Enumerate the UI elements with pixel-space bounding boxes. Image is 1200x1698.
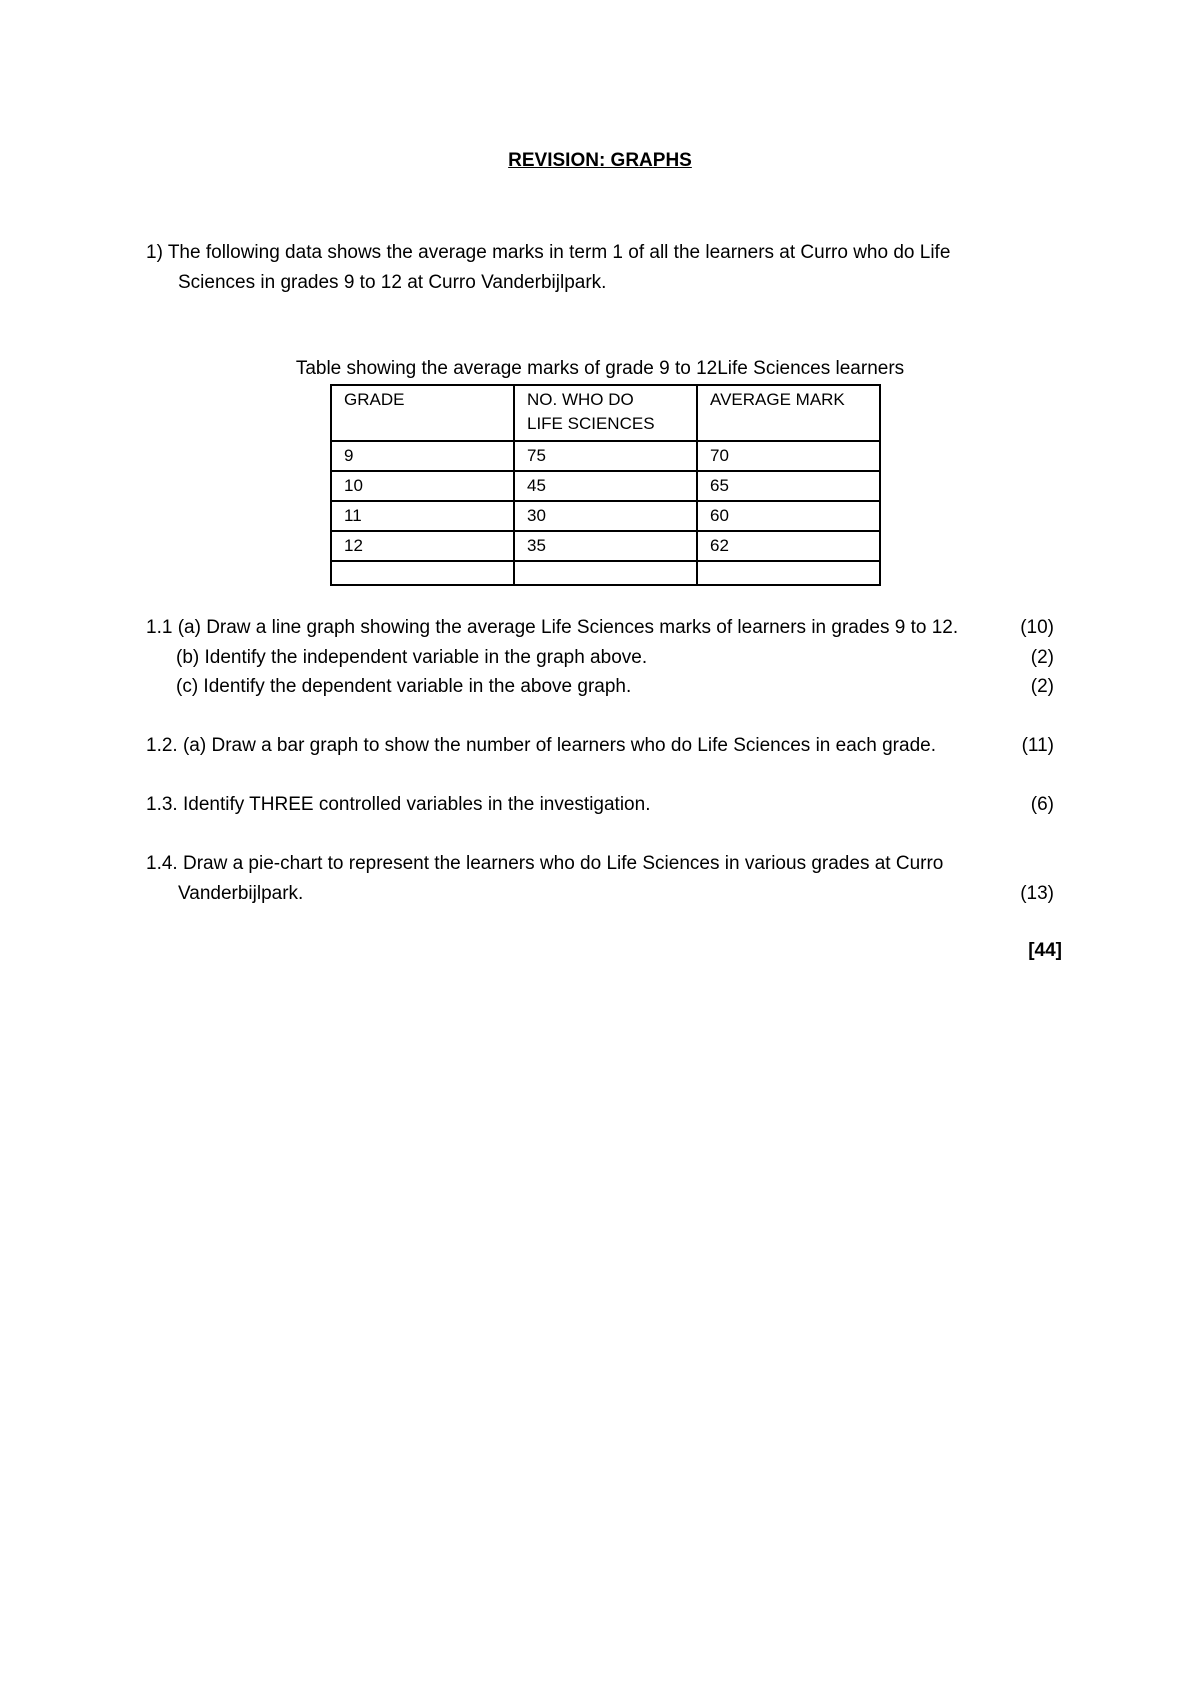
table-cell: 9 — [331, 441, 514, 471]
table-row — [331, 501, 880, 531]
table-header-row — [331, 385, 880, 441]
question-1-1-b-marks: (2) — [1030, 647, 1054, 668]
table-header-cell: GRADE — [331, 385, 514, 441]
table-cell: 11 — [331, 501, 514, 531]
table-cell: 60 — [697, 501, 880, 531]
data-table — [330, 384, 881, 586]
table-row — [331, 561, 880, 585]
table-cell — [697, 561, 880, 585]
table-cell: 75 — [514, 441, 697, 471]
table-header-cell: AVERAGE MARK — [697, 385, 880, 441]
table-cell: 70 — [697, 441, 880, 471]
question-1-line-2: Sciences in grades 9 to 12 at Curro Vanderbijlpark. — [178, 272, 607, 293]
table-cell — [514, 561, 697, 585]
question-1-3: 1.3. Identify THREE controlled variables in the investigation. — [146, 794, 651, 815]
table-cell — [331, 561, 514, 585]
table-cell: 10 — [331, 471, 514, 501]
table-header-text: LIFE SCIENCES — [527, 414, 655, 433]
table-row — [331, 531, 880, 561]
table-cell: 45 — [514, 471, 697, 501]
question-1-4-line-2: Vanderbijlpark. — [178, 883, 304, 904]
question-1-4-line-1: 1.4. Draw a pie-chart to represent the learners who do Life Sciences in various grades at Curro — [146, 853, 944, 874]
page-title: REVISION: GRAPHS — [508, 150, 692, 171]
table-cell: 12 — [331, 531, 514, 561]
question-1-1-a: 1.1 (a) Draw a line graph showing the average Life Sciences marks of learners in grades 9 to 12. — [146, 617, 959, 638]
table-row — [331, 471, 880, 501]
question-1-1-b: (b) Identify the independent variable in the graph above. — [176, 647, 648, 668]
table-cell: 35 — [514, 531, 697, 561]
total-marks: [44] — [1028, 940, 1062, 961]
table-row — [331, 441, 880, 471]
question-1-line-1: 1) The following data shows the average marks in term 1 of all the learners at Curro who do Life — [146, 242, 951, 263]
question-1-2-marks: (11) — [1021, 735, 1054, 756]
table-header-cell — [514, 385, 697, 441]
question-1-2: 1.2. (a) Draw a bar graph to show the number of learners who do Life Sciences in each grade. — [146, 735, 936, 756]
table-caption: Table showing the average marks of grade 9 to 12Life Sciences learners — [295, 358, 905, 379]
question-1-3-marks: (6) — [1030, 794, 1054, 815]
table-cell: 30 — [514, 501, 697, 531]
question-1-1-c-marks: (2) — [1030, 676, 1054, 697]
question-1-4-marks: (13) — [1020, 883, 1054, 904]
table-cell: 65 — [697, 471, 880, 501]
question-1-1-a-marks: (10) — [1020, 617, 1054, 638]
question-1-1-c: (c) Identify the dependent variable in the above graph. — [176, 676, 632, 697]
table-cell: 62 — [697, 531, 880, 561]
table-header-text: NO. WHO DO — [527, 390, 634, 409]
